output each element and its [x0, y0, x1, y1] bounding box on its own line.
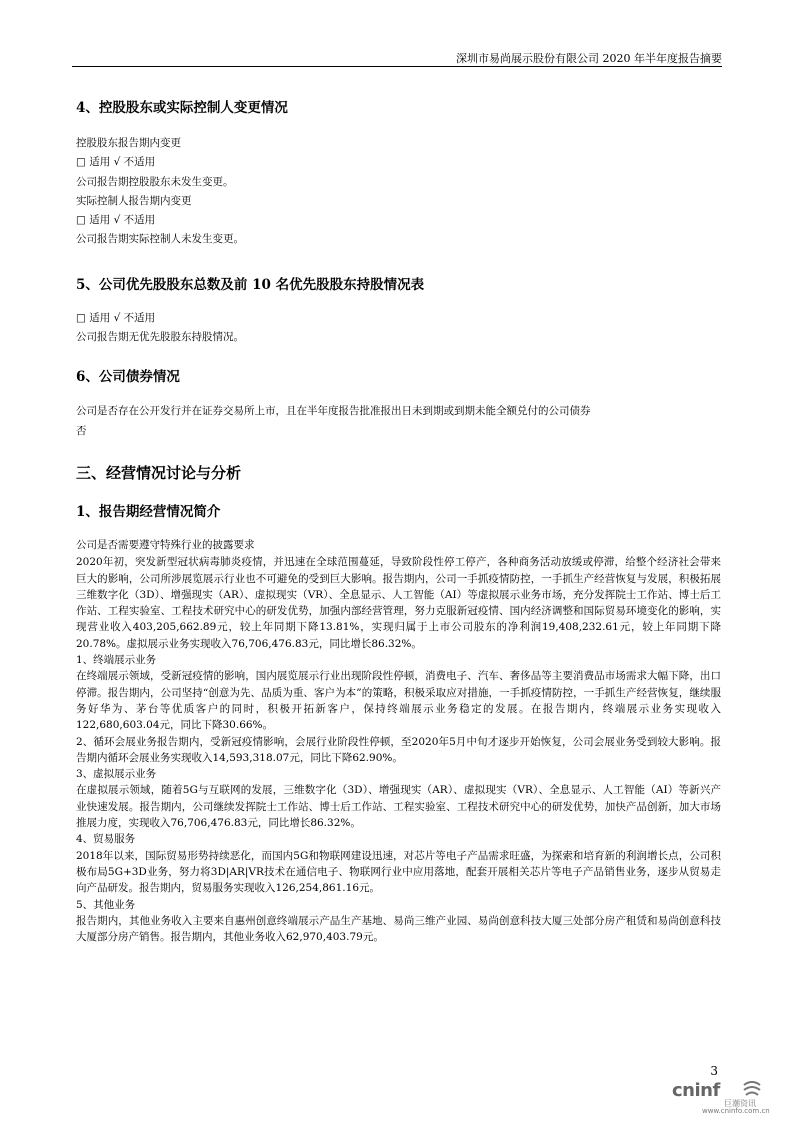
paragraph-other-business: 报告期内，其他业务收入主要来自惠州创意终端展示产品生产基地、易尚三维产业园、易尚创意科技大厦三处部分房产租赁和易尚创意科技大厦部分房产销售。报告期内，其他业务收入62,970,403.79元。 — [76, 914, 721, 944]
cninfo-logo — [672, 1080, 768, 1116]
paragraph: 公司报告期实际控制人未发生变更。 — [76, 233, 244, 246]
paragraph: 否 — [76, 424, 87, 437]
applicability-line: □ 适用 √ 不适用 — [76, 156, 156, 169]
header-divider — [72, 66, 722, 67]
page-header-title: 深圳市易尚展示股份有限公司 2020 年半年度报告摘要 — [456, 52, 722, 65]
paragraph-exhibition: 2、循环会展业务报告期内，受新冠疫情影响，会展行业阶段性停顿，至2020年5月中旬才逐步开始恢复，公司会展业务受到较大影响。报告期内循环会展业务实现收入14,593,318.07元，同比下降62.90%。 — [76, 735, 721, 764]
page-number: 3 — [710, 1064, 718, 1078]
heading-controlling-shareholder-change: 4、控股股东或实际控制人变更情况 — [76, 100, 288, 116]
paragraph: 公司报告期控股股东未发生变更。 — [76, 175, 234, 188]
heading-business-overview: 1、报告期经营情况简介 — [76, 503, 221, 520]
heading-preferred-shareholders: 5、公司优先股股东总数及前 10 名优先股股东持股情况表 — [76, 276, 425, 293]
subheading: 3、虚拟展示业务 — [76, 768, 157, 781]
applicability-line: □ 适用 √ 不适用 — [76, 214, 156, 227]
document-body — [76, 96, 721, 945]
subheading: 4、贸易服务 — [76, 833, 136, 846]
paragraph-virtual-display: 在虚拟展示领域，随着5G与互联网的发展，三维数字化（3D）、增强现实（AR）、虚拟现实（VR）、全息显示、人工智能（AI）等新兴产业快速发展。报告期内，公司继续发挥院士工作站、博士后工作站、工程实验室、工程技术研究中心的研发优势，加快产品创新，加大市场推展力度，实现收入76,706,476.83元，同比增长86.32%。 — [76, 784, 721, 830]
paragraph-trade-services: 2018年以来，国际贸易形势持续恶化，而国内5G和物联网建设迅速，对芯片等电子产品需求旺盛，为探索和培育新的利润增长点，公司积极布局5G+3D业务，努力将3D|AR|VR技术在通信电子、物联网行业中应用落地，配套开展相关芯片等电子产品销售业务，逐步从贸易走向产品研发。报告期内，贸易服务实现收入126,254,861.16元。 — [76, 849, 721, 895]
paragraph: 公司是否存在公开发行并在证券交易所上市，且在半年度报告批准报出日未到期或到期未能全额兑付的公司债券 — [76, 405, 591, 418]
section-heading-business-discussion: 三、经营情况讨论与分析 — [76, 463, 242, 482]
paragraph: 实际控制人报告期内变更 — [76, 194, 192, 207]
logo-mark-icon — [742, 1081, 762, 1097]
heading-corporate-bonds: 6、公司债券情况 — [76, 369, 180, 386]
logo-text: cninf — [672, 1080, 720, 1101]
subheading: 1、终端展示业务 — [76, 654, 157, 667]
paragraph-terminal-display: 在终端展示领域，受新冠疫情的影响，国内展览展示行业出现阶段性停顿，消费电子、汽车、奢侈品等主要消费品市场需求大幅下降，出口停滞。报告期内，公司坚持“创意为先、品质为重、客户为本”的策略，积极采取应对措施，一手抓疫情防控，一手抓生产经营恢复，继续服务好华为、茅台等优质客户的同时，积极开拓新客户，保持终端展示业务稳定的发展。在报告期内，终端展示业务实现收入122,680,603.04元，同比下降30.66%。 — [76, 670, 721, 732]
paragraph: 公司报告期无优先股股东持股情况。 — [76, 331, 244, 344]
subheading: 5、其他业务 — [76, 898, 136, 911]
paragraph: 控股股东报告期内变更 — [76, 137, 181, 149]
logo-url-text: www.cninfo.com.cn — [702, 1107, 770, 1115]
applicability-line: □ 适用 √ 不适用 — [76, 311, 156, 324]
paragraph-overview: 2020年初，突发新型冠状病毒肺炎疫情，并迅速在全球范围蔓延，导致阶段性停工停产，各种商务活动放缓或停滞，给整个经济社会带来巨大的影响，公司所涉展览展示行业也不可避免的受到巨大影响。报告期内，公司一手抓疫情防控，一手抓生产经营恢复与发展，积极拓展三维数字化（3D）、增强现实（AR）、虚拟现实（VR）、全息显示、人工智能（AI）等虚拟展示业务市场，充分发挥院士工作站、博士后工作站、工程实验室、工程技术研究中心的研发优势，加强内部经营管理，努力克服新冠疫情、国内经济调整和国际贸易环境变化的影响，实现营业收入403,205,662.89元，较上年同期下降13.81%，实现归属于上市公司股东的净利润19,408,232.61元，较上年同期下降20.78%。虚拟展示业务实现收入76,706,476.83元，同比增长86.32%。 — [76, 556, 721, 650]
logo-cn-text: 巨潮资讯 — [724, 1099, 756, 1108]
paragraph: 公司是否需要遵守特殊行业的披露要求 — [76, 538, 255, 551]
